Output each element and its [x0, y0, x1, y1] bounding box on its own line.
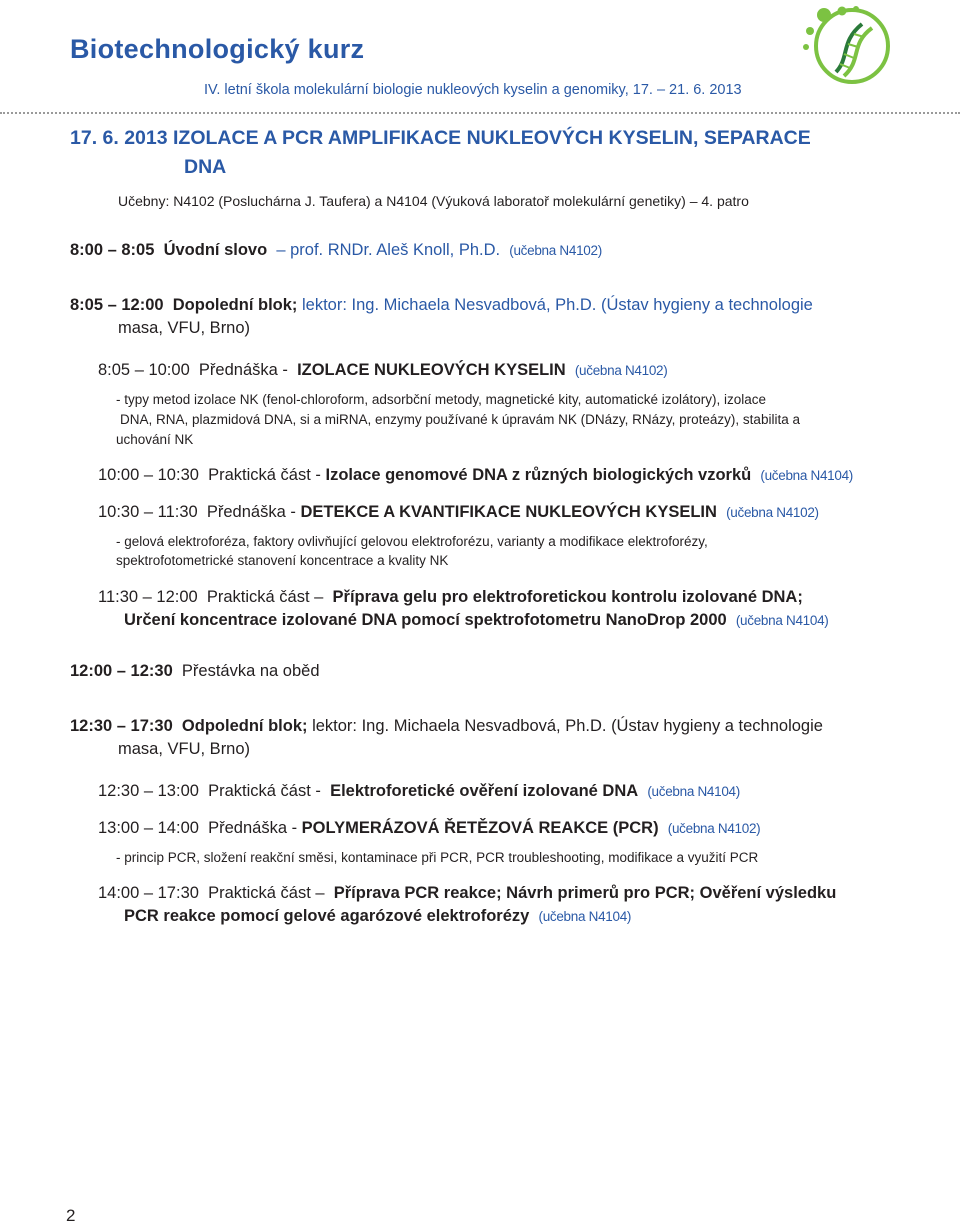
session-kind: Přednáška -: [198, 361, 288, 379]
session-room: (učebna N4104): [735, 613, 829, 628]
session-title: Elektroforetické ověření izolované DNA: [330, 782, 639, 800]
session-time: 13:00 – 14:00: [98, 819, 199, 837]
break-title: Přestávka na oběd: [181, 662, 320, 680]
morning-speaker: lektor: Ing. Michaela Nesvadbová, Ph.D. (Ústav hygieny a technologie: [297, 296, 813, 314]
session-time: 8:05 – 10:00: [98, 361, 190, 379]
session-note: spektrofotometrické stanovení koncentrace a kvality NK: [116, 553, 449, 568]
session-title: Příprava PCR reakce; Návrh primerů pro PCR; Ověření výsledku: [333, 884, 837, 902]
rooms-info: Učebny: N4102 (Posluchárna J. Taufera) a N4104 (Výuková laboratoř molekulární genetiky) – 4. patro: [118, 193, 749, 209]
session-row-cont: [124, 907, 631, 926]
morning-speaker-line2: masa, VFU, Brno): [118, 319, 251, 337]
session-row: [98, 884, 836, 903]
session-title-cont: PCR reakce pomocí gelové agarózové elektroforézy: [124, 907, 530, 925]
session-note: - gelová elektroforéza, faktory ovlivňující gelovou elektroforézu, varianty a modifikace elektroforézy,: [116, 534, 708, 549]
afternoon-speaker-line2: masa, VFU, Brno): [118, 740, 251, 758]
session-time: 11:30 – 12:00: [98, 588, 198, 606]
morning-time: 8:05 – 12:00: [70, 296, 164, 314]
session-row: [98, 588, 803, 607]
morning-block-header: [70, 296, 813, 315]
session-note: uchování NK: [116, 432, 194, 447]
session-title: Příprava gelu pro elektroforetickou kontrolu izolované DNA;: [332, 588, 803, 606]
morning-title: Dopolední blok;: [172, 296, 298, 314]
session-row: [98, 466, 853, 485]
afternoon-time: 12:30 – 17:30: [70, 717, 173, 735]
session-note: - typy metod izolace NK (fenol-chloroform, adsorbční metody, magnetické kity, automatické izolátory), izolace: [116, 392, 767, 407]
session-note: DNA, RNA, plazmidová DNA, si a miRNA, enzymy používané k úpravám NK (DNázy, RNázy, proteázy), stabilita a: [120, 412, 800, 427]
day-title-line1: 17. 6. 2013 IZOLACE A PCR AMPLIFIKACE NUKLEOVÝCH KYSELIN, SEPARACE: [70, 127, 811, 149]
session-kind: Přednáška -: [206, 503, 296, 521]
intro-title: Úvodní slovo: [163, 241, 268, 259]
intro-room: (učebna N4102): [509, 243, 602, 258]
afternoon-title: Odpolední blok;: [181, 717, 308, 735]
session-room: (učebna N4102): [574, 363, 668, 378]
session-room: (učebna N4104): [647, 784, 740, 799]
session-kind: Přednáška -: [208, 819, 298, 837]
session-row: [98, 503, 819, 522]
session-title-cont: Určení koncentrace izolované DNA pomocí spektrofotometru NanoDrop 2000: [124, 611, 727, 629]
day-title-line2: DNA: [184, 156, 227, 178]
intro-speaker: – prof. RNDr. Aleš Knoll, Ph.D.: [276, 241, 501, 259]
school-subtitle: IV. letní škola molekulární biologie nukleových kyselin a genomiky, 17. – 21. 6. 2013: [204, 82, 742, 98]
session-kind: Praktická část -: [208, 782, 321, 800]
session-time: 14:00 – 17:30: [98, 884, 199, 902]
session-room: (učebna N4104): [760, 468, 854, 483]
lunch-break-row: [70, 662, 320, 681]
afternoon-block-header: [70, 717, 823, 736]
intro-time: 8:00 – 8:05: [70, 241, 155, 259]
session-row-cont: [124, 611, 828, 630]
session-row: [98, 819, 760, 838]
break-time: 12:00 – 12:30: [70, 662, 173, 680]
session-title: DETEKCE A KVANTIFIKACE NUKLEOVÝCH KYSELIN: [300, 503, 717, 521]
session-title: POLYMERÁZOVÁ ŘETĚZOVÁ REAKCE (PCR): [301, 819, 659, 837]
session-room: (učebna N4102): [667, 821, 761, 836]
session-kind: Praktická část –: [208, 884, 325, 902]
dna-helix-logo-icon: [800, 2, 892, 86]
session-room: (učebna N4104): [538, 909, 632, 924]
header-divider: [0, 112, 960, 114]
session-title: Izolace genomové DNA z různých biologických vzorků: [325, 466, 752, 484]
session-row: [98, 782, 740, 801]
brand-title: Biotechnologický kurz: [70, 34, 365, 64]
session-room: (učebna N4102): [726, 505, 819, 520]
session-time: 10:30 – 11:30: [98, 503, 198, 521]
page-number: 2: [66, 1206, 76, 1225]
session-note: - princip PCR, složení reakční směsi, kontaminace při PCR, PCR troubleshooting, modifikace a využití PCR: [116, 850, 759, 865]
intro-row: [70, 241, 602, 260]
day-title: [70, 124, 890, 182]
session-kind: Praktická část -: [208, 466, 321, 484]
session-time: 10:00 – 10:30: [98, 466, 199, 484]
session-row: [98, 361, 667, 380]
afternoon-speaker: lektor: Ing. Michaela Nesvadbová, Ph.D. (Ústav hygieny a technologie: [307, 717, 823, 735]
session-time: 12:30 – 13:00: [98, 782, 199, 800]
session-kind: Praktická část –: [206, 588, 324, 606]
session-title: IZOLACE NUKLEOVÝCH KYSELIN: [297, 361, 566, 379]
